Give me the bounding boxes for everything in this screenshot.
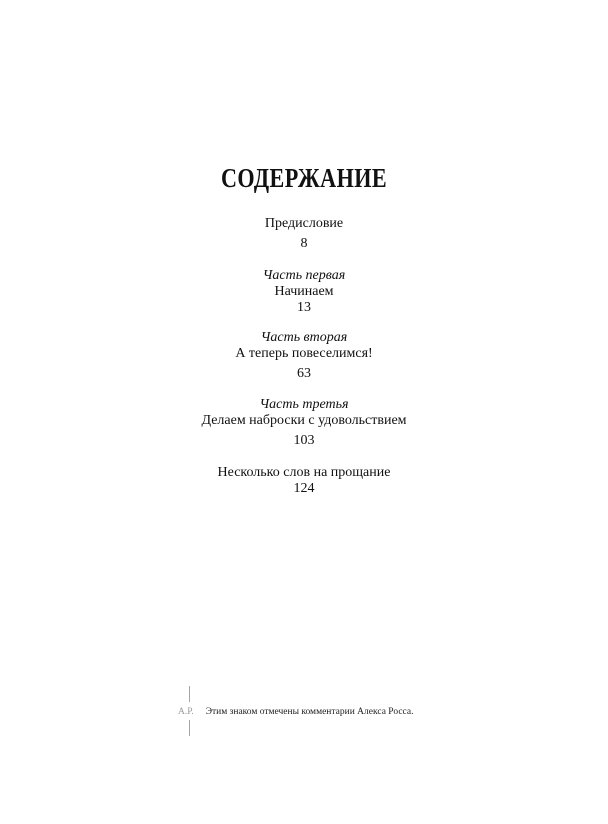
margin-bar-top bbox=[189, 686, 190, 702]
toc-part2-label: А теперь повеселимся! bbox=[235, 346, 373, 361]
toc-farewell-page: 124 bbox=[293, 481, 315, 496]
footnote bbox=[178, 707, 413, 717]
footnote-mark: А.Р. bbox=[178, 707, 194, 717]
toc-part2-heading: Часть вторая bbox=[260, 330, 348, 345]
footnote-text: Этим знаком отмечены комментарии Алекса Росса. bbox=[205, 707, 414, 717]
page-title: СОДЕРЖАНИЕ bbox=[220, 163, 388, 193]
toc-farewell-label: Несколько слов на прощание bbox=[217, 465, 391, 480]
toc-preface-label: Предисловие bbox=[264, 216, 344, 231]
toc-part1-heading: Часть первая bbox=[262, 268, 346, 283]
toc-part2-page: 63 bbox=[297, 366, 311, 381]
toc-preface-page: 8 bbox=[300, 236, 308, 251]
toc-part1-label: Начинаем bbox=[274, 284, 334, 299]
margin-bar-bottom bbox=[189, 720, 190, 736]
toc-part3-heading: Часть третья bbox=[259, 397, 349, 412]
toc-part1-page: 13 bbox=[297, 300, 311, 315]
toc-part3-page: 103 bbox=[293, 433, 315, 448]
toc-part3-label: Делаем наброски с удовольствием bbox=[201, 413, 407, 428]
